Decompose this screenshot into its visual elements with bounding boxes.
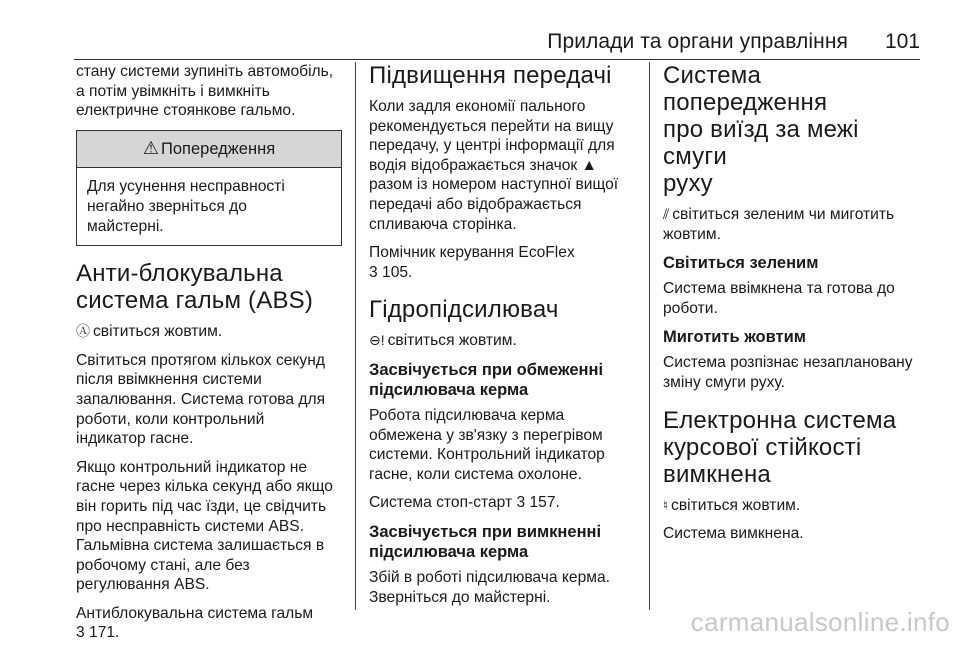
page-number: 101 xyxy=(884,30,920,53)
warning-box xyxy=(76,130,342,246)
reference-arrow-icon: 3 xyxy=(369,263,378,281)
warning-header xyxy=(77,131,341,169)
abs-page-reference[interactable]: 3 171. xyxy=(76,624,120,642)
reference-arrow-icon: 3 xyxy=(76,624,85,642)
power-steering-limited-subheading: Засвічується при обмеженні підсилювача керма xyxy=(369,360,604,399)
esc-paragraph: Система вимкнена. xyxy=(663,525,804,543)
warning-triangle-icon: ⚠ xyxy=(142,137,159,158)
power-steering-paragraph-3: Збій в роботі підсилювача керма. Зверніться до майстерні. xyxy=(369,568,610,606)
upshift-heading: Підвищення передачі xyxy=(369,62,612,89)
upshift-reference-paragraph: Помічник керування EcoFlex 3 105. xyxy=(369,244,575,281)
abs-lamp-icon: Ⓐ xyxy=(76,323,90,340)
lane-departure-heading: Система попередження про виїзд за межі смуги руху xyxy=(663,62,859,197)
yellow-subheading: Миготить жовтим xyxy=(663,328,806,347)
upshift-paragraph: Коли задля економії пального рекомендується перейти на вищу передачу, у центрі інформації для водія відображається значок ▲ разом із номером наступної вищої передачі або відображається спливаюча сторінка. xyxy=(369,98,619,233)
steering-wheel-warning-icon: ⊖! xyxy=(369,332,385,349)
watermark: carmanualsonline.info xyxy=(690,607,950,637)
power-steering-lamp-line: ⊖! світиться жовтим. xyxy=(369,332,517,350)
warning-body: Для усунення несправності негайно зверніться до майстерні. xyxy=(87,178,285,235)
header-title: Прилади та органи управління xyxy=(547,30,848,53)
esc-off-icon: ♮ xyxy=(663,496,669,513)
reference-arrow-icon: 3 xyxy=(516,494,526,512)
abs-paragraph-1: Світиться протягом кількох секунд після ввімкнення системи запалювання. Система готова для роботи, коли контрольний індикатор гасне. xyxy=(76,351,326,448)
esc-lamp-line: ♮ світиться жовтим. xyxy=(663,496,801,514)
green-subheading: Світиться зеленим xyxy=(663,254,819,273)
intro-paragraph: стану системи зупиніть автомобіль, а потім увімкніть і вимкніть електричне стоянкове гальмо. xyxy=(76,63,334,120)
power-steering-heading: Гідропідсилювач xyxy=(369,296,559,324)
green-paragraph: Система ввімкнена та готова до роботи. xyxy=(663,280,895,317)
column-divider-2 xyxy=(649,62,650,610)
stop-start-page-reference[interactable]: 3 157. xyxy=(516,494,560,512)
abs-paragraph-2: Якщо контрольний індикатор не гасне через кілька секунд або якщо він горить під час їзди, це свідчить про несправність системи ABS. Гальмівна система залишається в робочому стані, але без регулювання ABS. xyxy=(76,458,333,594)
column-divider-1 xyxy=(355,62,356,610)
column-3 xyxy=(663,62,927,553)
warning-title: Попередження xyxy=(161,139,276,158)
header-rule xyxy=(74,59,920,60)
column-1 xyxy=(76,62,342,652)
lane-departure-icon: ⫽ xyxy=(663,206,670,222)
column-2 xyxy=(369,62,637,616)
power-steering-off-subheading: Засвічується при вимкненні підсилювача керма xyxy=(369,522,602,561)
yellow-paragraph: Система розпізнає незаплановану зміну смуги руху. xyxy=(663,354,913,391)
abs-paragraph-3: Антиблокувальна система гальм 3 171. xyxy=(76,604,314,642)
ecoflex-page-reference[interactable]: 3 105. xyxy=(369,263,413,281)
abs-lamp-line: Ⓐ світиться жовтим. xyxy=(76,323,223,341)
esc-off-heading: Електронна система курсової стійкості вимкнена xyxy=(663,406,897,488)
abs-heading: Анти-блокувальна система гальм (ABS) xyxy=(76,260,314,315)
page-header xyxy=(74,22,920,54)
power-steering-paragraph-1: Робота підсилювача керма обмежена у зв'язку з перегрівом системи. Контрольний індикатор гасне, коли система охолоне. xyxy=(369,406,605,483)
lane-lamp-line: ⫽ світиться зеленим чи миготить жовтим. xyxy=(663,206,895,243)
stop-start-reference: Система стоп-старт 3 157. xyxy=(369,494,560,512)
